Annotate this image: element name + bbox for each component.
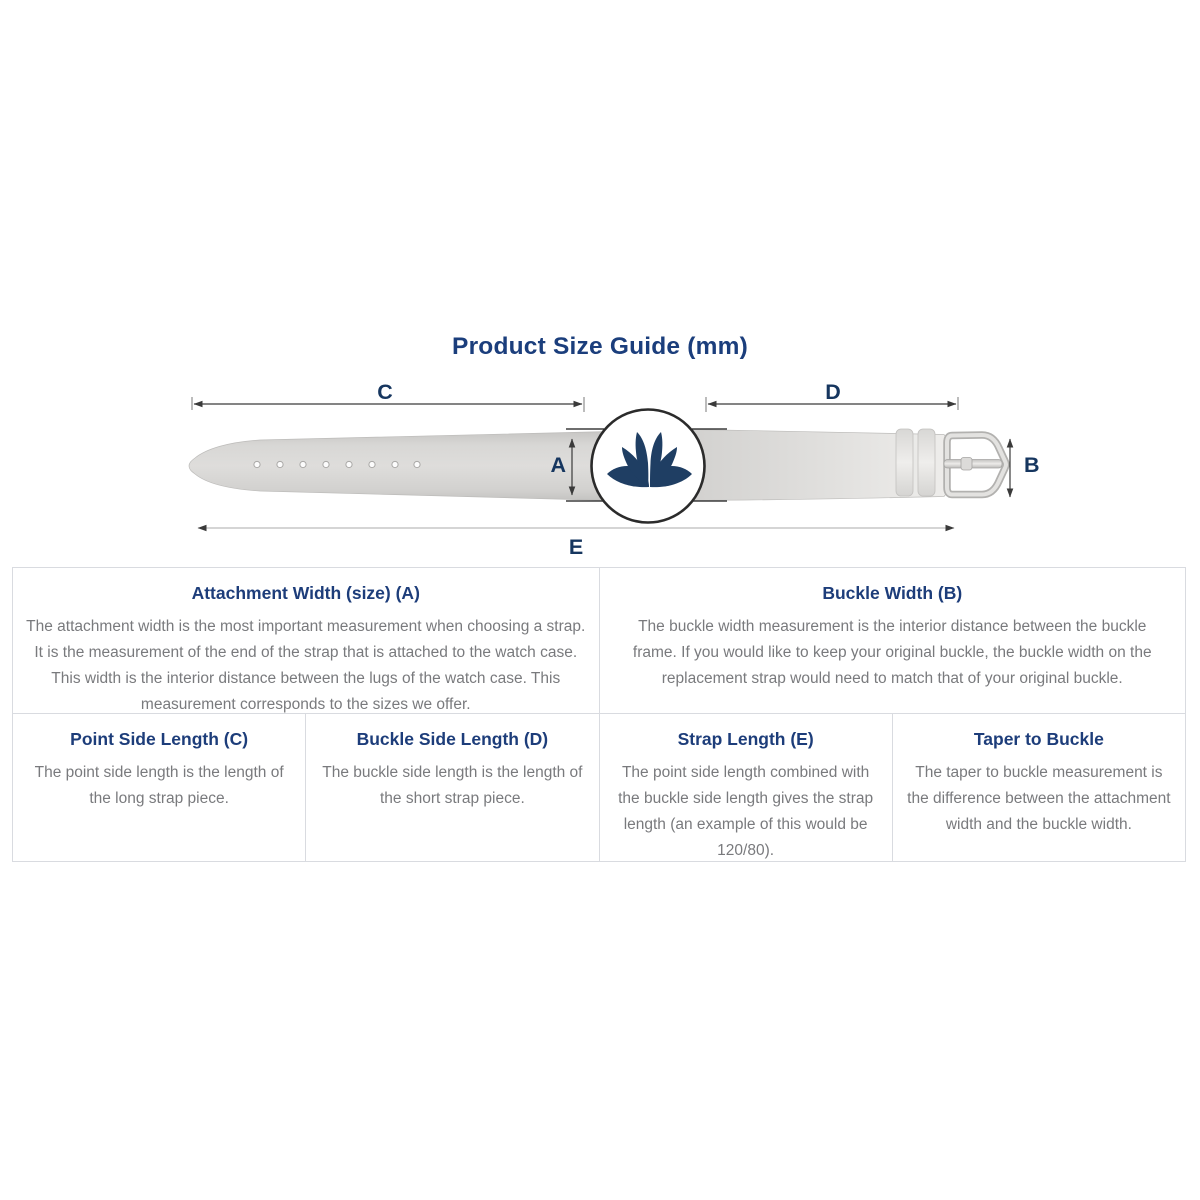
buckle [944, 435, 1006, 495]
cell-buckle-side-length [305, 714, 598, 861]
label-e: E [568, 535, 584, 559]
cell-attachment-width [13, 568, 599, 713]
size-guide-table [12, 567, 1186, 862]
page-title: Product Size Guide (mm) [452, 333, 748, 360]
cell-body: The point side length combined with the buckle side length gives the strap length (an example of this would be 120/80). [618, 763, 874, 859]
table-row [13, 568, 1185, 713]
cell-strap-length [599, 714, 892, 861]
cell-body: The buckle width measurement is the interior distance between the buckle frame. If you would like to keep your original buckle, the buckle width on the replacement strap would need to match that of your original buckle. [632, 617, 1152, 687]
label-c: C [377, 380, 393, 404]
label-b: B [1024, 453, 1040, 477]
cell-header: Attachment Width (size) (A) [191, 583, 420, 603]
cell-body: The point side length is the length of the long strap piece. [34, 763, 284, 807]
cell-body: The attachment width is the most important measurement when choosing a strap. It is the measurement of the end of the strap that is attached to the watch case. This width is the interior distance between the lugs of the watch case. This measurement corresponds to the sizes we offer. [26, 617, 586, 713]
label-a: A [550, 453, 566, 477]
cell-point-side-length [13, 714, 305, 861]
cell-taper-to-buckle [892, 714, 1185, 861]
dimension-d [706, 380, 958, 412]
cell-header: Taper to Buckle [973, 729, 1104, 749]
cell-header: Strap Length (E) [677, 729, 814, 749]
buckle-prong [944, 460, 1002, 469]
cell-body: The taper to buckle measurement is the difference between the attachment width and the buckle width. [907, 763, 1171, 833]
cell-header: Buckle Width (B) [822, 583, 963, 603]
table-row [13, 713, 1185, 861]
cell-body: The buckle side length is the length of the short strap piece. [322, 763, 583, 807]
dimension-e [198, 528, 954, 559]
cell-header: Point Side Length (C) [70, 729, 249, 749]
cell-header: Buckle Side Length (D) [356, 729, 549, 749]
cell-buckle-width [599, 568, 1186, 713]
left-strap [189, 432, 610, 501]
label-d: D [825, 380, 841, 404]
dimension-b [1010, 439, 1040, 497]
dimension-c [192, 380, 584, 412]
